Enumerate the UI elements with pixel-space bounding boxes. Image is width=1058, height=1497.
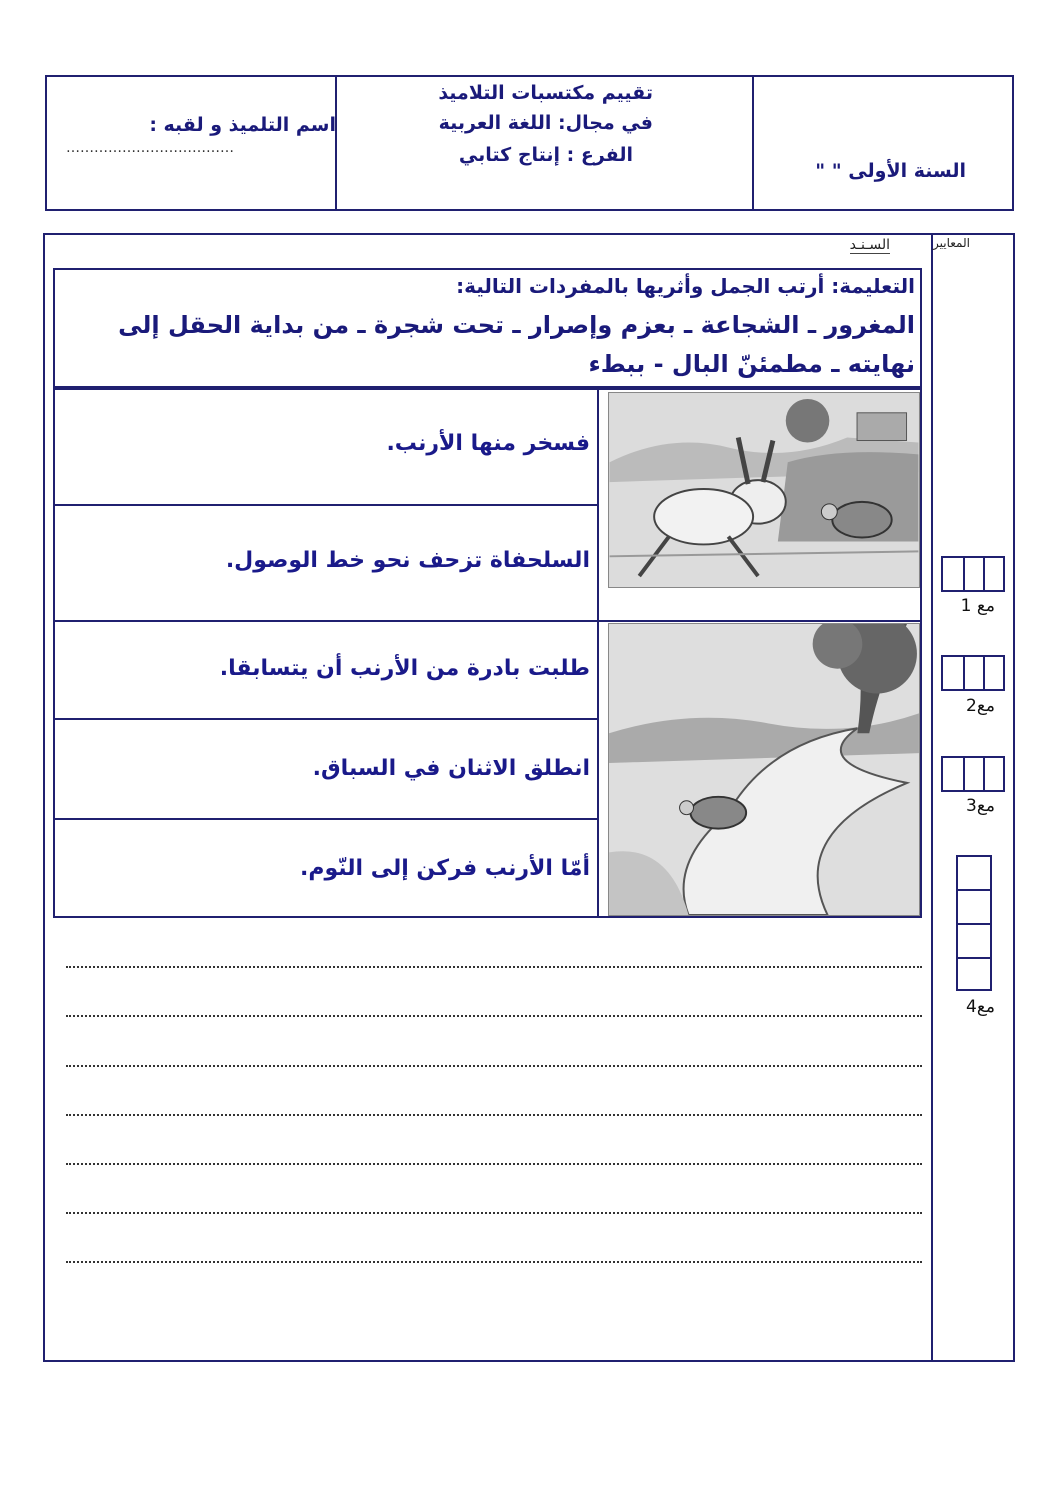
writing-line[interactable] [66,1015,922,1017]
subject-branch: الفرع : إنتاج كتابي [458,144,633,166]
criterion-4-label: مع4 [966,997,995,1017]
source-label: السـنـد [849,237,890,253]
header-divider [752,75,754,211]
writing-line[interactable] [66,1212,922,1214]
row-divider [53,818,599,820]
criteria-divider [931,233,933,1362]
row-divider [53,718,599,720]
criterion-2-label: مع2 [966,696,995,716]
sentence-row: فسخر منها الأرنب. [386,431,590,456]
page-title: تقييم مكتسبات التلاميذ [438,82,653,104]
criterion-3-label: مع3 [966,796,995,816]
criterion-1-score-boxes[interactable] [941,556,1005,592]
student-name-label: اسم التلميذ و لقبه : [149,114,336,136]
instruction-heading: التعليمة: أرتب الجمل وأثريها بالمفردات التالية: [456,274,915,298]
header-divider [335,75,337,211]
criterion-2-score-boxes[interactable] [941,655,1005,691]
row-divider [53,620,922,622]
writing-line[interactable] [66,1163,922,1165]
table-column-divider [597,388,599,918]
instruction-words-line2: نهايته ـ مطمئنّ البال - ببطء [588,350,915,378]
row-divider [53,504,599,506]
writing-line[interactable] [66,1065,922,1067]
criterion-4-score-boxes[interactable] [956,855,992,991]
sentence-row: السلحفاة تزحف نحو خط الوصول. [225,548,590,573]
subject-domain: في مجال: اللغة العربية [438,112,653,134]
writing-line[interactable] [66,966,922,968]
sentence-row: أمّا الأرنب فركن إلى النّوم. [300,856,590,881]
writing-line[interactable] [66,1114,922,1116]
instruction-words-line1: المغرور ـ الشجاعة ـ بعزم وإصرار ـ تحت شجرة ـ من بداية الحقل إلى [118,311,915,339]
rabbit-tortoise-illustration [608,392,920,588]
race-path-illustration [608,623,920,916]
student-name-field[interactable]: ……………………………… [66,140,234,156]
sentence-row: طلبت بادرة من الأرنب أن يتسابقا. [219,656,590,681]
sentence-row: انطلق الاثنان في السباق. [312,756,590,781]
criterion-1-label: مع 1 [960,596,995,616]
criteria-label: المعايير [933,236,970,250]
writing-line[interactable] [66,1261,922,1263]
criterion-3-score-boxes[interactable] [941,756,1005,792]
grade-label: السنة الأولى " " [815,160,966,182]
